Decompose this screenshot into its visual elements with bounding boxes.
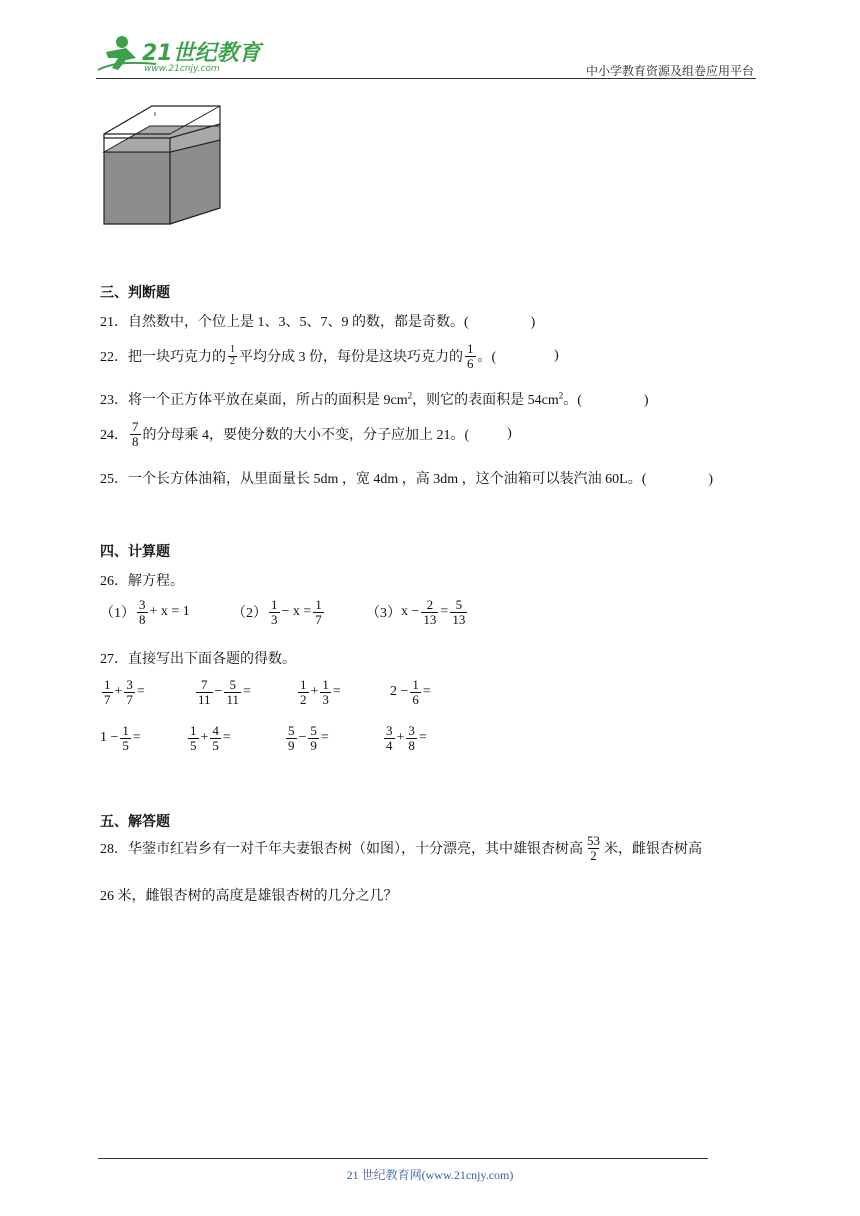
eq3-prefix: x − bbox=[401, 604, 420, 620]
question-28-line-1 bbox=[100, 834, 702, 862]
calc-r1-4: 2 − $\frac{1}{6}$ = bbox=[390, 677, 431, 707]
q24-close: ) bbox=[507, 426, 512, 442]
q23-text-b: ，则它的表面积是 54cm bbox=[412, 393, 559, 408]
q23-text-c: 。( bbox=[563, 393, 582, 408]
q23-sup-2: 2 bbox=[558, 390, 564, 401]
question-21 bbox=[100, 311, 535, 331]
section-3-title: 三、判断题 bbox=[100, 285, 170, 301]
q23-close: ) bbox=[643, 393, 649, 408]
q28-fraction: $\frac{53}{2}$ bbox=[587, 833, 600, 863]
q22-number: 22． bbox=[100, 350, 128, 366]
eq2-label: （2） bbox=[232, 606, 267, 622]
eq3-equals: = bbox=[440, 604, 449, 620]
q23-text-a: 将一个正方体平放在桌面，所占的面积是 9cm bbox=[128, 393, 408, 408]
calc-r2-3: $\frac{5}{9}$ − $\frac{5}{9}$ = bbox=[288, 723, 329, 753]
q25-text: 一个长方体油箱，从里面量长 5dm ，宽 4dm ，高 3dm ，这个油箱可以装汽油 60L。( bbox=[128, 472, 647, 487]
q21-number: 21． bbox=[100, 315, 128, 330]
calc-r2-4: $\frac{3}{4}$ + $\frac{3}{8}$ = bbox=[386, 723, 427, 753]
calc-r2-1: 1 − $\frac{1}{5}$ = bbox=[100, 723, 141, 753]
eq3-fraction-right: $\frac{5}{13}$ bbox=[452, 597, 466, 627]
eq2-fraction-right: $\frac{1}{7}$ bbox=[315, 597, 322, 627]
calc-r1-2: $\frac{7}{11}$ − $\frac{5}{11}$ = bbox=[198, 677, 251, 707]
eq3-label: （3） bbox=[366, 606, 401, 622]
header-right-text: 中小学教育资源及组卷应用平台 bbox=[585, 64, 754, 78]
question-22 bbox=[100, 342, 559, 370]
q22-text-b: 平均分成 3 份，每份是这块巧克力的 bbox=[239, 350, 463, 366]
q24-number: 24． bbox=[100, 428, 128, 444]
eq1-label: （1） bbox=[100, 606, 135, 622]
q24-text: 的分母乘 4，要使分数的大小不变，分子应加上 21。( bbox=[142, 428, 470, 444]
question-28-line-2: 26 米，雌银杏树的高度是雄银杏树的几分之几？ bbox=[100, 889, 398, 904]
eq3-fraction-left: $\frac{2}{13}$ bbox=[423, 597, 437, 627]
eq1-rest: + x = 1 bbox=[149, 604, 190, 620]
q23-sup-1: 2 bbox=[407, 390, 413, 401]
q22-text-a: 把一块巧克力的 bbox=[128, 350, 226, 366]
equation-1 bbox=[100, 598, 190, 626]
footer-text: 21 世纪教育网(www.21cnjy.com) bbox=[346, 1168, 514, 1182]
question-25 bbox=[100, 468, 713, 488]
equation-2 bbox=[232, 598, 326, 626]
logo-text: 21世纪教育 bbox=[142, 41, 261, 66]
footer-rule bbox=[98, 1158, 708, 1159]
eq2-middle: − x = bbox=[281, 604, 312, 620]
calc-r1-3: $\frac{1}{2}$ + $\frac{1}{3}$ = bbox=[300, 677, 341, 707]
question-26-stem: 26．解方程。 bbox=[100, 574, 184, 589]
q25-number: 25． bbox=[100, 472, 128, 487]
q28-text-a: 28．华蓥市红岩乡有一对千年夫妻银杏树（如图），十分漂亮，其中雄银杏树高 bbox=[100, 842, 583, 858]
eq2-fraction-left: $\frac{1}{3}$ bbox=[271, 597, 278, 627]
logo-url: www.21cnjy.com bbox=[144, 64, 220, 74]
question-23 bbox=[100, 389, 649, 409]
q21-close: ) bbox=[530, 315, 536, 330]
q28-text-b: 米，雌银杏树高 bbox=[604, 842, 702, 858]
eq1-fraction: $\frac{3}{8}$ bbox=[139, 597, 146, 627]
q24-fraction: $\frac{7}{8}$ bbox=[132, 419, 139, 449]
question-24 bbox=[100, 420, 512, 448]
q23-number: 23． bbox=[100, 393, 128, 408]
q22-fraction-1: $\frac{1}{2}$ bbox=[230, 344, 235, 367]
calc-r1-1: $\frac{1}{7}$ + $\frac{3}{7}$ = bbox=[104, 677, 145, 707]
header-rule bbox=[96, 78, 756, 79]
equation-3 bbox=[366, 598, 469, 626]
section-4-title: 四、计算题 bbox=[100, 544, 170, 560]
section-5-title: 五、解答题 bbox=[100, 814, 170, 830]
q21-text: 自然数中，个位上是 1、3、5、7、9 的数，都是奇数。( bbox=[128, 315, 469, 330]
question-27-stem: 27．直接写出下面各题的得数。 bbox=[100, 652, 296, 667]
water-tank-figure bbox=[100, 104, 226, 228]
calc-r2-2: $\frac{1}{5}$ + $\frac{4}{5}$ = bbox=[190, 723, 231, 753]
q22-fraction-2: $\frac{1}{6}$ bbox=[467, 341, 474, 371]
q22-text-c: 。( bbox=[477, 350, 497, 366]
q22-close: ) bbox=[554, 348, 559, 364]
header-logo bbox=[96, 30, 266, 80]
q25-close: ) bbox=[708, 472, 714, 487]
